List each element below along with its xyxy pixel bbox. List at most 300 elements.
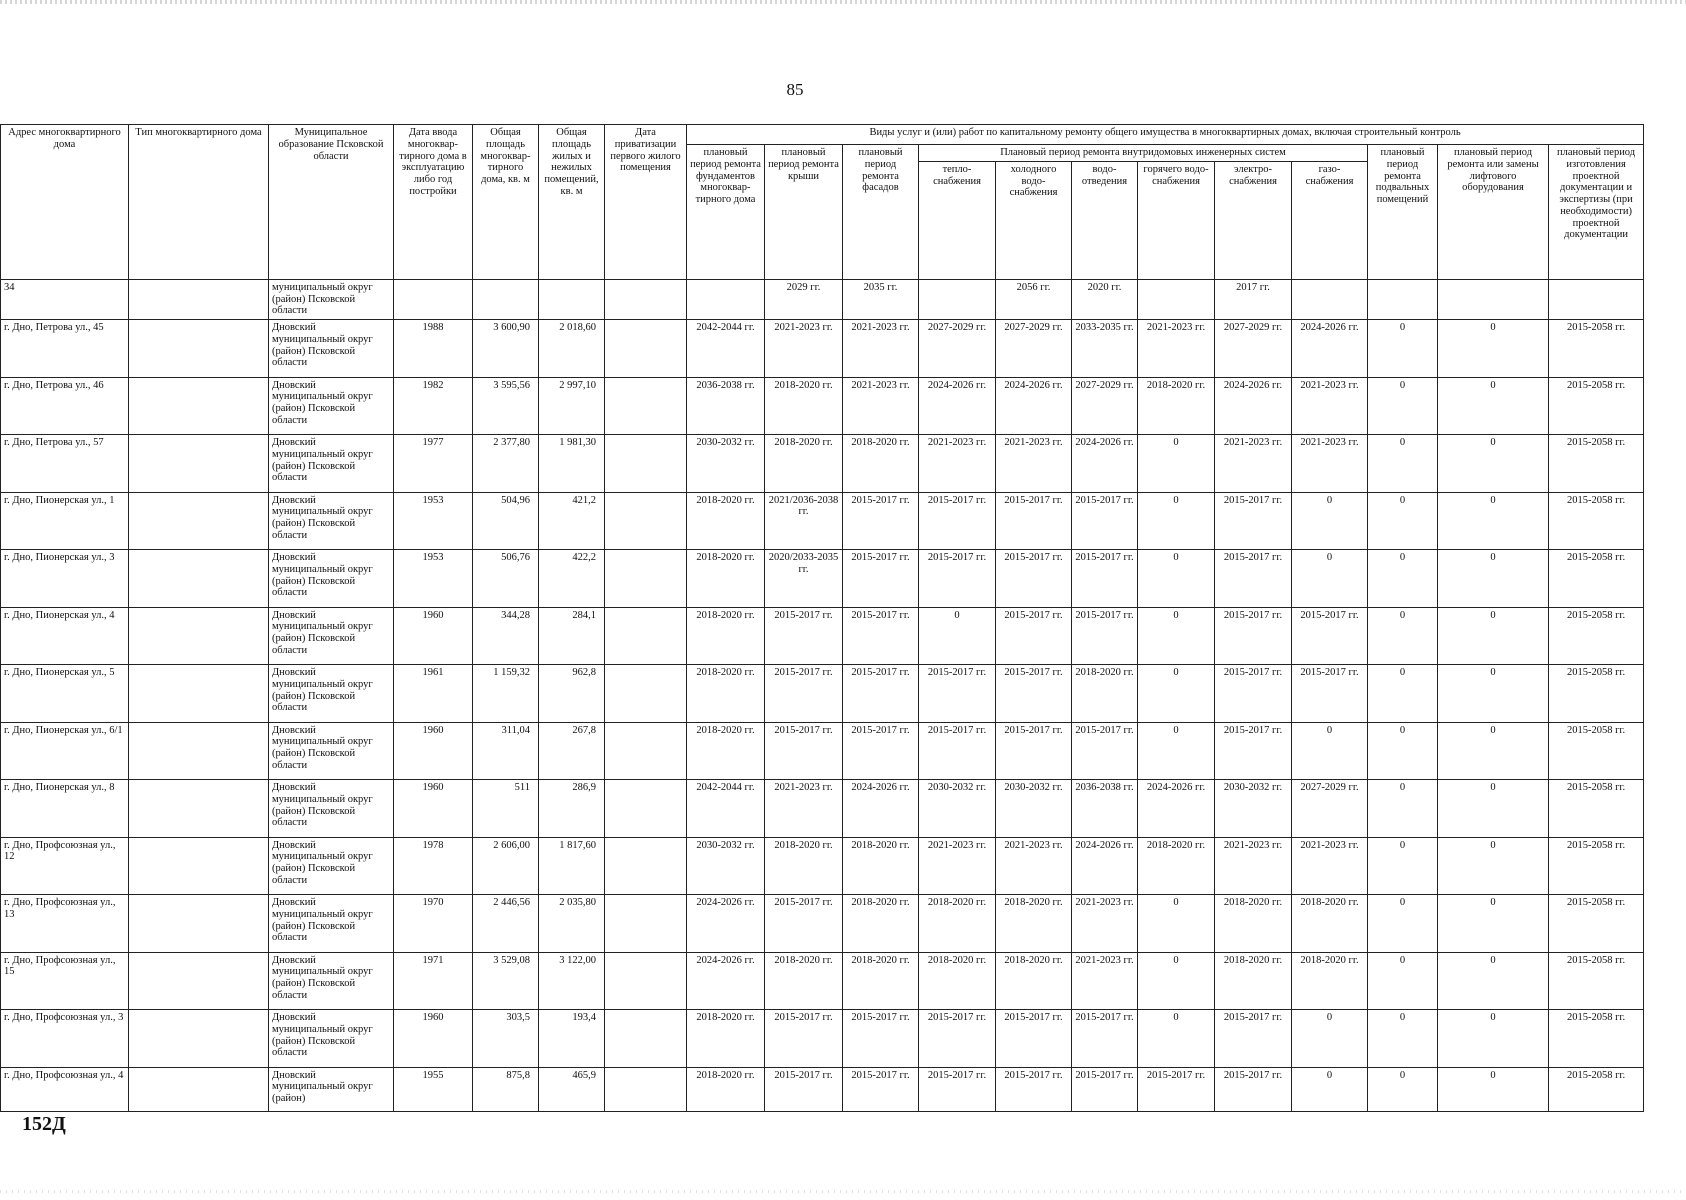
table-cell: 2018-2020 гг. <box>765 952 843 1010</box>
table-cell: 267,8 <box>539 722 605 780</box>
header-hot-water: горячего водо-снабжения <box>1138 161 1215 279</box>
table-cell: 2024-2026 гг. <box>1215 377 1292 435</box>
table-cell: 2015-2017 гг. <box>1215 665 1292 723</box>
table-cell: 0 <box>1138 952 1215 1010</box>
table-cell: 2015-2017 гг. <box>996 665 1072 723</box>
table-cell <box>605 665 687 723</box>
table-cell: 2 606,00 <box>473 837 539 895</box>
table-cell: Дновский муниципальный округ (район) Псковской области <box>269 550 394 608</box>
table-cell: 0 <box>1368 780 1438 838</box>
table-cell: 2035 гг. <box>843 279 919 319</box>
table-row <box>1 780 1644 838</box>
table-cell: 2021-2023 гг. <box>843 377 919 435</box>
table-cell <box>129 320 269 378</box>
table-cell: 1960 <box>394 1010 473 1068</box>
table-cell: муниципальный округ (район) Псковской области <box>269 279 394 319</box>
table-cell: 2 446,56 <box>473 895 539 953</box>
table-cell: 2033-2035 гг. <box>1072 320 1138 378</box>
table-cell: 0 <box>1438 665 1549 723</box>
table-cell: 2015-2017 гг. <box>996 1010 1072 1068</box>
table-cell: 2027-2029 гг. <box>1215 320 1292 378</box>
table-cell: 2042-2044 гг. <box>687 320 765 378</box>
table-cell: 0 <box>1368 837 1438 895</box>
document-code: 152Д <box>22 1113 66 1135</box>
table-row <box>1 1010 1644 1068</box>
table-cell: 2015-2017 гг. <box>996 550 1072 608</box>
table-cell <box>129 492 269 550</box>
table-cell: 2015-2017 гг. <box>843 1067 919 1111</box>
table-cell: 0 <box>1368 1067 1438 1111</box>
header-drainage: водо-отведения <box>1072 161 1138 279</box>
table-cell: 2015-2058 гг. <box>1549 1010 1644 1068</box>
table-cell <box>1368 279 1438 319</box>
table-cell: 1970 <box>394 895 473 953</box>
table-cell: 2015-2058 гг. <box>1549 550 1644 608</box>
table-cell: 2018-2020 гг. <box>1138 377 1215 435</box>
table-cell <box>919 279 996 319</box>
table-cell: 193,4 <box>539 1010 605 1068</box>
table-cell: 2015-2017 гг. <box>843 665 919 723</box>
table-cell <box>605 1067 687 1111</box>
table-cell: 2024-2026 гг. <box>843 780 919 838</box>
table-cell: 2030-2032 гг. <box>996 780 1072 838</box>
table-cell: 3 529,08 <box>473 952 539 1010</box>
table-cell <box>687 279 765 319</box>
table-cell: 1971 <box>394 952 473 1010</box>
table-cell: 2015-2058 гг. <box>1549 952 1644 1010</box>
table-cell: 0 <box>1438 377 1549 435</box>
table-cell: 0 <box>1438 722 1549 780</box>
table-cell: 2015-2017 гг. <box>1292 665 1368 723</box>
table-cell: 2015-2017 гг. <box>843 550 919 608</box>
scan-edge-top <box>0 0 1686 4</box>
table-cell: 2015-2017 гг. <box>1215 1067 1292 1111</box>
scan-edge-bottom <box>0 1190 1686 1193</box>
table-row <box>1 952 1644 1010</box>
table-cell: 2036-2038 гг. <box>1072 780 1138 838</box>
table-cell <box>129 607 269 665</box>
table-cell: 0 <box>1438 607 1549 665</box>
table-cell: 2020 гг. <box>1072 279 1138 319</box>
table-row <box>1 492 1644 550</box>
table-cell: 1961 <box>394 665 473 723</box>
table-cell: г. Дно, Пионерская ул., 5 <box>1 665 129 723</box>
table-cell: 2018-2020 гг. <box>843 952 919 1010</box>
table-cell: 0 <box>1138 492 1215 550</box>
table-cell: 2015-2017 гг. <box>1072 1067 1138 1111</box>
table-cell: 2015-2017 гг. <box>1072 1010 1138 1068</box>
table-cell: 0 <box>1438 1010 1549 1068</box>
table-cell: 2018-2020 гг. <box>1072 665 1138 723</box>
table-row <box>1 837 1644 895</box>
table-cell: 0 <box>1368 492 1438 550</box>
table-cell: 1955 <box>394 1067 473 1111</box>
table-cell: 2015-2017 гг. <box>919 492 996 550</box>
table-cell: 0 <box>1438 952 1549 1010</box>
table-cell: 2020/2033-2035 гг. <box>765 550 843 608</box>
table-cell: 2015-2017 гг. <box>919 1067 996 1111</box>
header-works-group: Виды услуг и (или) работ по капитальному ремонту общего имущества в многоквартирных домах, включая строительный контроль <box>687 125 1644 145</box>
table-cell: 2015-2017 гг. <box>996 607 1072 665</box>
header-design-docs: плановый период изготовления проектной документации и экспертизы (при необходимости) проектной документации <box>1549 145 1644 280</box>
table-cell: 2015-2017 гг. <box>1292 607 1368 665</box>
table-cell: 0 <box>1368 320 1438 378</box>
table-cell: 2018-2020 гг. <box>1292 952 1368 1010</box>
table-cell <box>1138 279 1215 319</box>
table-cell: Дновский муниципальный округ (район) Псковской области <box>269 320 394 378</box>
table-cell <box>129 952 269 1010</box>
table-cell: 2015-2017 гг. <box>1072 722 1138 780</box>
header-elevator: плановый период ремонта или замены лифтового оборудования <box>1438 145 1549 280</box>
table-cell <box>605 435 687 493</box>
table-cell: 2021-2023 гг. <box>919 435 996 493</box>
table-cell <box>129 1010 269 1068</box>
table-cell: 1 981,30 <box>539 435 605 493</box>
table-cell: г. Дно, Пионерская ул., 1 <box>1 492 129 550</box>
table-cell: г. Дно, Петрова ул., 46 <box>1 377 129 435</box>
table-row <box>1 279 1644 319</box>
table-cell <box>129 435 269 493</box>
table-cell: 2024-2026 гг. <box>996 377 1072 435</box>
table-row <box>1 1067 1644 1111</box>
table-cell: 2021-2023 гг. <box>919 837 996 895</box>
table-cell: 2 997,10 <box>539 377 605 435</box>
table-cell: 0 <box>1368 665 1438 723</box>
table-cell: 2030-2032 гг. <box>1215 780 1292 838</box>
table-cell: 0 <box>1138 607 1215 665</box>
table-cell: 2018-2020 гг. <box>843 435 919 493</box>
table-cell: 2015-2017 гг. <box>1215 550 1292 608</box>
table-cell: Дновский муниципальный округ (район) Псковской области <box>269 780 394 838</box>
table-cell: г. Дно, Петрова ул., 45 <box>1 320 129 378</box>
table-cell: 2018-2020 гг. <box>687 492 765 550</box>
table-cell: 2018-2020 гг. <box>843 895 919 953</box>
table-body <box>1 279 1644 1111</box>
table-row <box>1 665 1644 723</box>
table-cell: 2018-2020 гг. <box>1138 837 1215 895</box>
table-cell: 0 <box>919 607 996 665</box>
table-cell: 2018-2020 гг. <box>919 952 996 1010</box>
table-cell: 2015-2058 гг. <box>1549 435 1644 493</box>
table-cell: 2015-2017 гг. <box>996 492 1072 550</box>
table-cell <box>605 320 687 378</box>
table-cell: 2027-2029 гг. <box>1072 377 1138 435</box>
table-cell: 2021-2023 гг. <box>843 320 919 378</box>
table-cell: Дновский муниципальный округ (район) Псковской области <box>269 722 394 780</box>
table-cell: 2024-2026 гг. <box>1292 320 1368 378</box>
table-cell: 284,1 <box>539 607 605 665</box>
table-cell: 303,5 <box>473 1010 539 1068</box>
header-electricity: электро-снабжения <box>1215 161 1292 279</box>
table-cell: 2015-2017 гг. <box>1215 1010 1292 1068</box>
table-cell <box>605 837 687 895</box>
table-cell: Дновский муниципальный округ (район) Псковской области <box>269 377 394 435</box>
table-cell: 0 <box>1438 320 1549 378</box>
table-cell <box>605 722 687 780</box>
table-cell: 2015-2017 гг. <box>1138 1067 1215 1111</box>
table-cell: 1977 <box>394 435 473 493</box>
table-cell: Дновский муниципальный округ (район) Псковской области <box>269 607 394 665</box>
table-cell: г. Дно, Пионерская ул., 8 <box>1 780 129 838</box>
table-cell: 421,2 <box>539 492 605 550</box>
table-cell: 0 <box>1292 1067 1368 1111</box>
table-row <box>1 435 1644 493</box>
table-cell: 2018-2020 гг. <box>765 435 843 493</box>
table-cell: 2015-2058 гг. <box>1549 1067 1644 1111</box>
table-cell <box>129 550 269 608</box>
table-cell: 311,04 <box>473 722 539 780</box>
table-cell: 2015-2017 гг. <box>843 722 919 780</box>
table-cell: 2015-2058 гг. <box>1549 377 1644 435</box>
table-cell: 2015-2017 гг. <box>843 607 919 665</box>
table-cell <box>605 279 687 319</box>
table-cell <box>539 279 605 319</box>
table-cell <box>605 895 687 953</box>
table-cell: 2018-2020 гг. <box>687 665 765 723</box>
table-cell: 0 <box>1138 1010 1215 1068</box>
table-cell <box>1438 279 1549 319</box>
table-cell: 3 595,56 <box>473 377 539 435</box>
table-cell: 0 <box>1368 722 1438 780</box>
header-basement: плановый период ремонта подвальных помещений <box>1368 145 1438 280</box>
table-cell: 2 018,60 <box>539 320 605 378</box>
table-cell: 2024-2026 гг. <box>687 952 765 1010</box>
table-cell: 2015-2017 гг. <box>765 722 843 780</box>
table-cell: 0 <box>1368 952 1438 1010</box>
header-heat: тепло-снабжения <box>919 161 996 279</box>
table-cell: 1978 <box>394 837 473 895</box>
table-row <box>1 377 1644 435</box>
table-header <box>1 125 1644 280</box>
table-cell: 0 <box>1368 1010 1438 1068</box>
table-cell: 2015-2017 гг. <box>919 1010 996 1068</box>
table-cell: 2021-2023 гг. <box>1072 895 1138 953</box>
table-cell <box>605 952 687 1010</box>
table-cell: 2015-2017 гг. <box>765 607 843 665</box>
table-cell: г. Дно, Пионерская ул., 3 <box>1 550 129 608</box>
table-cell: 2056 гг. <box>996 279 1072 319</box>
header-living-area: Общая площадь жилых и нежилых помещений, кв. м <box>539 125 605 280</box>
table-cell: 2021/2036-2038 гг. <box>765 492 843 550</box>
header-commission-date: Дата ввода многоквар-тирного дома в эксплуатацию либо год постройки <box>394 125 473 280</box>
table-cell: 0 <box>1292 492 1368 550</box>
table-cell: 2024-2026 гг. <box>687 895 765 953</box>
table-cell: 2027-2029 гг. <box>996 320 1072 378</box>
table-cell <box>394 279 473 319</box>
table-cell: 2027-2029 гг. <box>1292 780 1368 838</box>
table-cell: г. Дно, Профсоюзная ул., 13 <box>1 895 129 953</box>
table-cell: г. Дно, Профсоюзная ул., 15 <box>1 952 129 1010</box>
table-row <box>1 607 1644 665</box>
table-cell: 1960 <box>394 607 473 665</box>
table-cell: 2027-2029 гг. <box>919 320 996 378</box>
table-cell: 0 <box>1138 722 1215 780</box>
header-privatization-date: Дата приватизации первого жилого помещения <box>605 125 687 280</box>
table-cell: 2036-2038 гг. <box>687 377 765 435</box>
table-cell: 2030-2032 гг. <box>919 780 996 838</box>
header-cold-water: холодного водо-снабжения <box>996 161 1072 279</box>
table-cell <box>473 279 539 319</box>
table-cell: г. Дно, Петрова ул., 57 <box>1 435 129 493</box>
table-row <box>1 550 1644 608</box>
table-row <box>1 722 1644 780</box>
table-cell: 504,96 <box>473 492 539 550</box>
table-cell <box>1549 279 1644 319</box>
table-cell: 962,8 <box>539 665 605 723</box>
page-number: 85 <box>786 80 804 99</box>
table-cell: 1 159,32 <box>473 665 539 723</box>
table-cell: 0 <box>1438 435 1549 493</box>
table-cell: 2015-2017 гг. <box>996 722 1072 780</box>
table-cell: 2015-2017 гг. <box>919 550 996 608</box>
table-cell: 2018-2020 гг. <box>687 550 765 608</box>
header-house-type: Тип многоквартирного дома <box>129 125 269 280</box>
table-cell: 0 <box>1138 435 1215 493</box>
table-cell: г. Дно, Профсоюзная ул., 3 <box>1 1010 129 1068</box>
table-cell: 34 <box>1 279 129 319</box>
table-cell: 2015-2017 гг. <box>843 1010 919 1068</box>
table-cell: 2018-2020 гг. <box>687 1010 765 1068</box>
table-cell: 2015-2017 гг. <box>1072 492 1138 550</box>
table-cell <box>129 722 269 780</box>
table-cell: Дновский муниципальный округ (район) <box>269 1067 394 1111</box>
table-cell: 2024-2026 гг. <box>1138 780 1215 838</box>
header-municipality: Муниципальное образование Псковской области <box>269 125 394 280</box>
table-cell: 2021-2023 гг. <box>1138 320 1215 378</box>
table-cell: 2015-2058 гг. <box>1549 492 1644 550</box>
header-roof: плановый период ремонта крыши <box>765 145 843 280</box>
table-cell: 2024-2026 гг. <box>1072 837 1138 895</box>
table-cell: 1953 <box>394 492 473 550</box>
table-cell: 1960 <box>394 780 473 838</box>
table-cell: 0 <box>1138 895 1215 953</box>
table-cell: 2015-2058 гг. <box>1549 722 1644 780</box>
table-cell: 0 <box>1438 1067 1549 1111</box>
table-cell: 0 <box>1368 607 1438 665</box>
table-cell: 2015-2017 гг. <box>1072 607 1138 665</box>
table-cell: 2015-2017 гг. <box>765 665 843 723</box>
table-cell: 2015-2017 гг. <box>765 895 843 953</box>
table-cell: Дновский муниципальный округ (район) Псковской области <box>269 895 394 953</box>
table-cell: г. Дно, Пионерская ул., 4 <box>1 607 129 665</box>
table-cell: 2018-2020 гг. <box>843 837 919 895</box>
table-cell: Дновский муниципальный округ (район) Псковской области <box>269 492 394 550</box>
table-cell: Дновский муниципальный округ (район) Псковской области <box>269 952 394 1010</box>
table-cell <box>129 665 269 723</box>
table-cell: Дновский муниципальный округ (район) Псковской области <box>269 665 394 723</box>
table-row <box>1 895 1644 953</box>
table-cell: г. Дно, Профсоюзная ул., 4 <box>1 1067 129 1111</box>
table-cell: 0 <box>1292 722 1368 780</box>
table-cell: 2018-2020 гг. <box>1215 952 1292 1010</box>
table-cell <box>129 279 269 319</box>
table-cell: 2042-2044 гг. <box>687 780 765 838</box>
table-cell: 2015-2017 гг. <box>1072 550 1138 608</box>
table-cell: 511 <box>473 780 539 838</box>
table-cell <box>605 377 687 435</box>
table-cell: 0 <box>1138 665 1215 723</box>
table-cell: 2015-2058 гг. <box>1549 320 1644 378</box>
table-cell: 2015-2017 гг. <box>996 1067 1072 1111</box>
table-cell: 2018-2020 гг. <box>996 895 1072 953</box>
header-gas: газо-снабжения <box>1292 161 1368 279</box>
table-cell: 2018-2020 гг. <box>1215 895 1292 953</box>
table-cell: 2015-2058 гг. <box>1549 837 1644 895</box>
table-cell: Дновский муниципальный округ (район) Псковской области <box>269 837 394 895</box>
table-cell: 0 <box>1138 550 1215 608</box>
table-cell: 2018-2020 гг. <box>687 1067 765 1111</box>
table-cell: г. Дно, Профсоюзная ул., 12 <box>1 837 129 895</box>
table-cell: 2015-2017 гг. <box>765 1067 843 1111</box>
table-cell: 0 <box>1368 895 1438 953</box>
table-cell: 2018-2020 гг. <box>1292 895 1368 953</box>
table-cell: 2021-2023 гг. <box>1215 435 1292 493</box>
table-cell <box>605 550 687 608</box>
table-cell <box>129 837 269 895</box>
table-cell: 2018-2020 гг. <box>765 377 843 435</box>
table-cell: 0 <box>1368 435 1438 493</box>
table-cell: 0 <box>1368 377 1438 435</box>
table-cell <box>129 895 269 953</box>
table-cell: 2024-2026 гг. <box>1072 435 1138 493</box>
table-cell: 3 122,00 <box>539 952 605 1010</box>
table-cell: 2015-2017 гг. <box>765 1010 843 1068</box>
table-cell: 344,28 <box>473 607 539 665</box>
table-cell <box>1292 279 1368 319</box>
table-cell: 2018-2020 гг. <box>687 722 765 780</box>
table-cell: 2015-2058 гг. <box>1549 607 1644 665</box>
table-cell: 0 <box>1438 895 1549 953</box>
table-cell: 1988 <box>394 320 473 378</box>
table-cell: Дновский муниципальный округ (район) Псковской области <box>269 1010 394 1068</box>
table-cell: 1 817,60 <box>539 837 605 895</box>
table-cell: 2024-2026 гг. <box>919 377 996 435</box>
table-cell: 0 <box>1292 550 1368 608</box>
table-cell: 2018-2020 гг. <box>765 837 843 895</box>
table-cell <box>605 780 687 838</box>
table-cell: 465,9 <box>539 1067 605 1111</box>
table-row <box>1 320 1644 378</box>
table-cell: 2021-2023 гг. <box>1292 377 1368 435</box>
table-cell: 286,9 <box>539 780 605 838</box>
table-cell: 2017 гг. <box>1215 279 1292 319</box>
table-cell: 2015-2017 гг. <box>1215 607 1292 665</box>
table-cell: 506,76 <box>473 550 539 608</box>
table-cell: 2018-2020 гг. <box>996 952 1072 1010</box>
table-cell: 2015-2058 гг. <box>1549 895 1644 953</box>
table-cell: 2018-2020 гг. <box>687 607 765 665</box>
table-cell <box>129 1067 269 1111</box>
header-address: Адрес многоквартирного дома <box>1 125 129 280</box>
table-cell: 2030-2032 гг. <box>687 435 765 493</box>
table-cell: 2015-2017 гг. <box>919 665 996 723</box>
table-cell: 0 <box>1292 1010 1368 1068</box>
table-cell: 3 600,90 <box>473 320 539 378</box>
table-cell: Дновский муниципальный округ (район) Псковской области <box>269 435 394 493</box>
table-cell: 0 <box>1438 837 1549 895</box>
table-cell: 2021-2023 гг. <box>1292 837 1368 895</box>
table-cell: 2021-2023 гг. <box>765 320 843 378</box>
table-cell: 0 <box>1438 492 1549 550</box>
header-total-area: Общая площадь многоквар-тирного дома, кв. м <box>473 125 539 280</box>
table-cell: 875,8 <box>473 1067 539 1111</box>
table-cell: 1953 <box>394 550 473 608</box>
table-cell: 2021-2023 гг. <box>1072 952 1138 1010</box>
table-cell: 2018-2020 гг. <box>919 895 996 953</box>
table-cell: 2021-2023 гг. <box>765 780 843 838</box>
table-cell <box>129 377 269 435</box>
table-cell: 0 <box>1368 550 1438 608</box>
